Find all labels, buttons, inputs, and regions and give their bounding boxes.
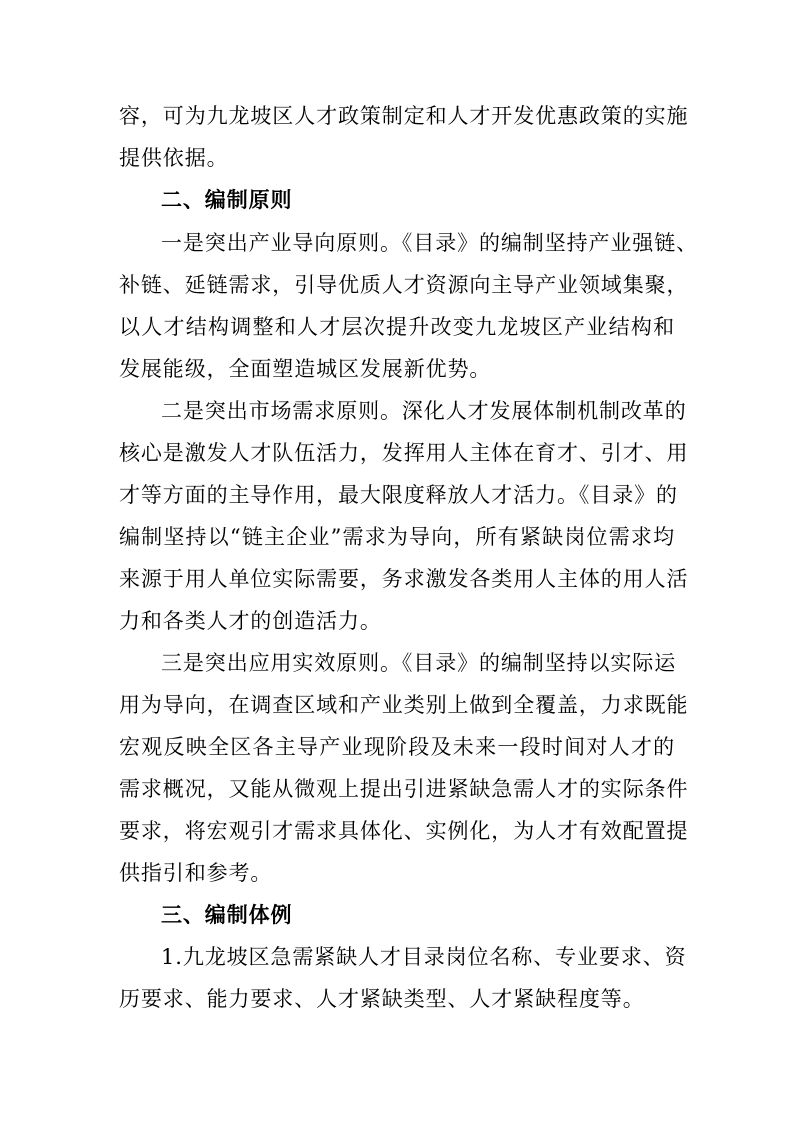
paragraph-line: 编制坚持以“链主企业”需求为导向，所有紧缺岗位需求均 (119, 525, 675, 549)
paragraph-line: 核心是激发人才队伍活力，发挥用人主体在育才、引才、用 (119, 441, 689, 465)
paragraph-line: 来源于用人单位实际需要，务求激发各类用人主体的用人活 (119, 567, 689, 591)
paragraph-line: 宏观反映全区各主导产业现阶段及未来一段时间对人才的 (119, 735, 675, 759)
section-heading: 三、编制体例 (161, 903, 293, 927)
paragraph-line: 发展能级，全面塑造城区发展新优势。 (119, 357, 492, 381)
paragraph-line: 一是突出产业导向原则。《目录》的编制坚持产业强链、 (161, 231, 698, 255)
paragraph-line: 才等方面的主导作用，最大限度释放人才活力。《目录》的 (119, 483, 678, 507)
paragraph-line: 二是突出市场需求原则。深化人才发展体制机制改革的 (161, 399, 687, 423)
paragraph-line: 补链、延链需求，引导优质人才资源向主导产业领域集聚， (119, 273, 689, 297)
paragraph-line: 要求，将宏观引才需求具体化、实例化，为人才有效配置提 (119, 819, 689, 843)
paragraph-line: 1.九龙坡区急需紧缺人才目录岗位名称、专业要求、资 (161, 945, 687, 969)
paragraph-line: 容，可为九龙坡区人才政策制定和人才开发优惠政策的实施 (119, 104, 689, 128)
paragraph-line: 用为导向，在调查区域和产业类别上做到全覆盖，力求既能 (119, 693, 689, 717)
paragraph-line: 需求概况，又能从微观上提出引进紧缺急需人才的实际条件 (119, 777, 689, 801)
section-heading: 二、编制原则 (161, 188, 293, 212)
paragraph-line: 力和各类人才的创造活力。 (119, 609, 382, 633)
paragraph-line: 历要求、能力要求、人才紧缺类型、人才紧缺程度等。 (119, 987, 645, 1011)
paragraph-line: 供指引和参考。 (119, 861, 273, 885)
paragraph-line: 三是突出应用实效原则。《目录》的编制坚持以实际运 (161, 651, 677, 675)
paragraph-line: 提供依据。 (119, 146, 229, 170)
paragraph-line: 以人才结构调整和人才层次提升改变九龙坡区产业结构和 (119, 315, 675, 339)
